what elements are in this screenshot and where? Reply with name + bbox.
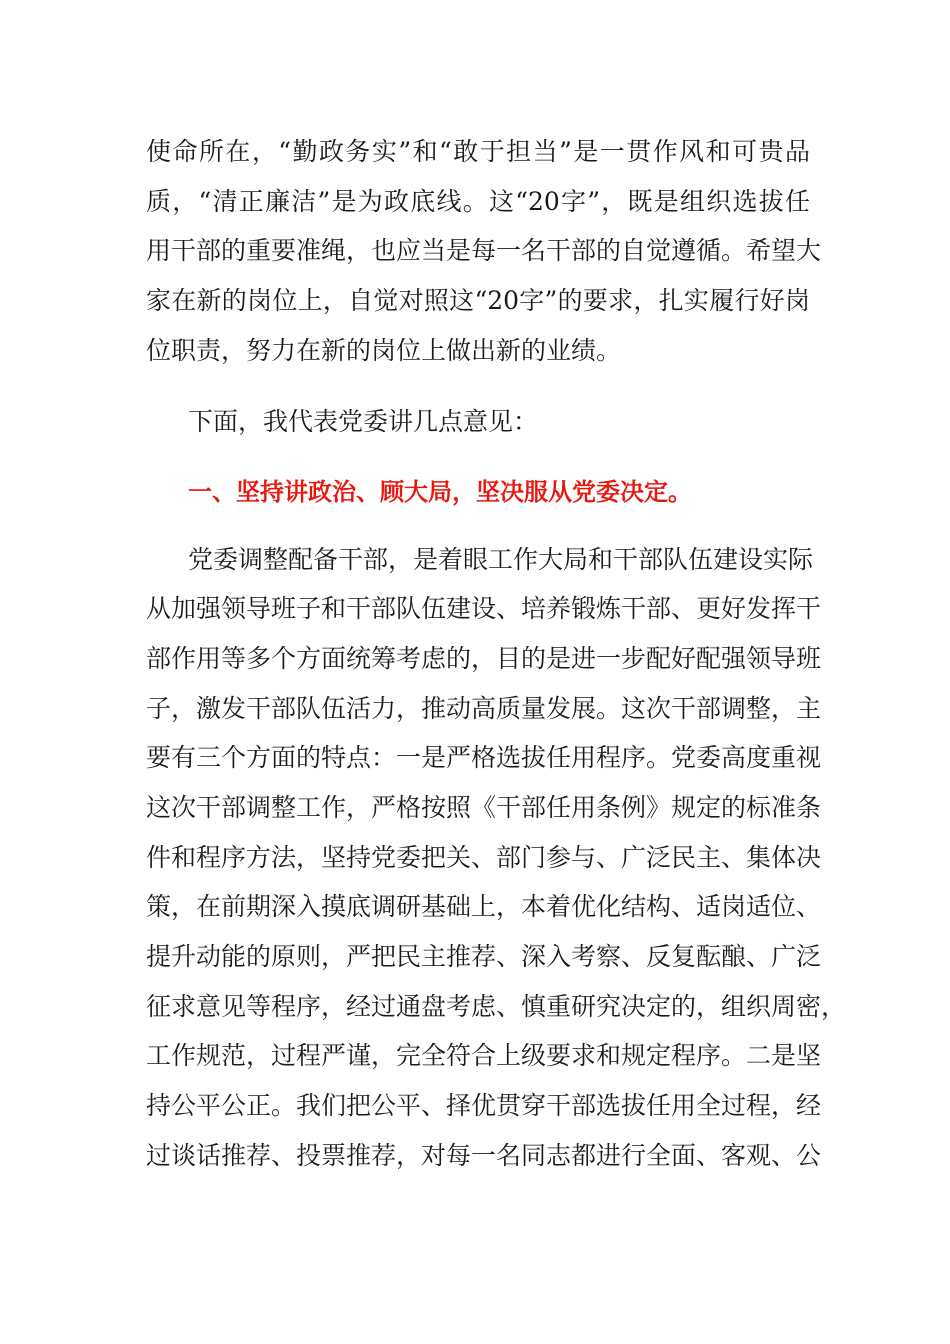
paragraph-line: 位职责，努力在新的岗位上做出新的业绩。 (146, 336, 622, 365)
paragraph-line: 过谈话推荐、投票推荐，对每一名同志都进行全面、客观、公 (146, 1141, 822, 1170)
paragraph-line: 工作规范，过程严谨，完全符合上级要求和规定程序。二是坚 (146, 1041, 822, 1070)
section-heading: 一、坚持讲政治、顾大局，坚决服从党委决定。 (188, 478, 692, 506)
paragraph-line: 党委调整配备干部，是着眼工作大局和干部队伍建设实际 (188, 545, 814, 574)
paragraph-line: 要有三个方面的特点：一是严格选拔任用程序。党委高度重视 (146, 743, 822, 772)
paragraph-line: 策，在前期深入摸底调研基础上，本着优化结构、适岗适位、 (146, 892, 822, 921)
paragraph-line: 使命所在，“勤政务实”和“敢于担当”是一贯作风和可贵品 (146, 137, 810, 166)
paragraph-line: 质，“清正廉洁”是为政底线。这“20字”，既是组织选拔任 (146, 187, 810, 216)
paragraph-line: 家在新的岗位上，自觉对照这“20字”的要求，扎实履行好岗 (146, 286, 810, 315)
paragraph-line: 件和程序方法，坚持党委把关、部门参与、广泛民主、集体决 (146, 843, 822, 872)
paragraph-line: 从加强领导班子和干部队伍建设、培养锻炼干部、更好发挥干 (146, 594, 822, 623)
paragraph-line: 这次干部调整工作，严格按照《干部任用条例》规定的标准条 (146, 793, 822, 822)
paragraph-line: 征求意见等程序，经过通盘考虑、慎重研究决定的，组织周密， (146, 992, 847, 1021)
paragraph-line: 子，激发干部队伍活力，推动高质量发展。这次干部调整，主 (146, 694, 822, 723)
paragraph-line: 用干部的重要准绳，也应当是每一名干部的自觉遵循。希望大 (146, 236, 822, 265)
paragraph-line: 部作用等多个方面统筹考虑的，目的是进一步配好配强领导班 (146, 644, 822, 673)
paragraph-line: 提升动能的原则，严把民主推荐、深入考察、反复酝酿、广泛 (146, 942, 822, 971)
paragraph-line: 持公平公正。我们把公平、择优贯穿干部选拔任用全过程，经 (146, 1091, 822, 1120)
intro-sentence: 下面，我代表党委讲几点意见： (188, 407, 539, 436)
